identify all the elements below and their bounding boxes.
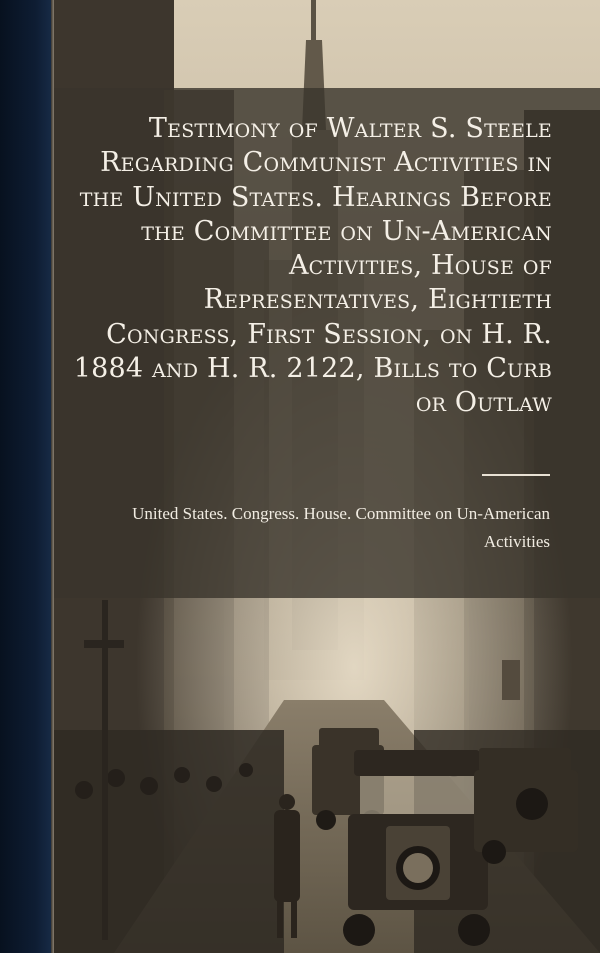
- book-title: Testimony of Walter S. Steele Regarding Communist Activities in the United States. Hearings Before the Committee on Un-American Activities, House of Representatives, Eightieth Congress, First Session, on H. R. 1884 and H. R. 2122, Bills to Curb or Outlaw: [73, 113, 552, 419]
- book-author: United States. Congress. House. Committee on Un-American Activities: [132, 504, 550, 551]
- book-spine: [0, 0, 51, 953]
- title-divider: [482, 474, 550, 476]
